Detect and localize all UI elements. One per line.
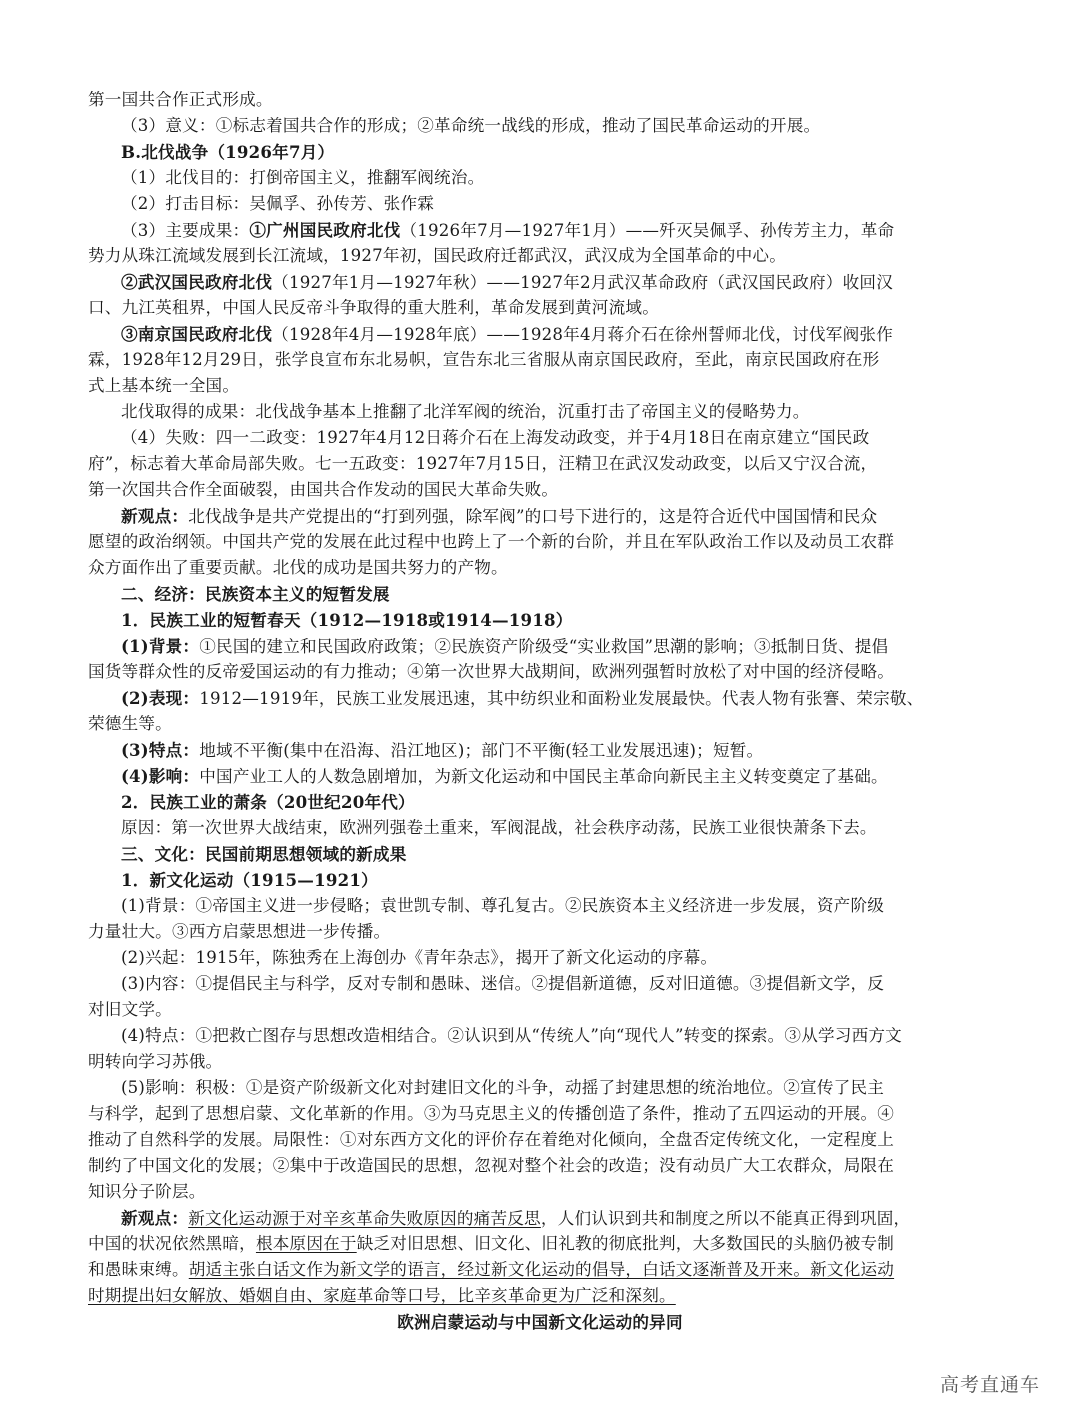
line-text: （3）意义：①标志着国共合作的形成；②革命统一战线的形成，推动了国民革命运动的开展。	[121, 116, 821, 135]
line-text: 霖，1928年12月29日，张学良宣布东北易帜，宣告东北三省服从南京国民政府，至此，南京民国政府在形	[88, 350, 880, 369]
text-line	[121, 633, 993, 660]
line-text: 愿望的政治纲领。中国共产党的发展在此过程中也跨上了一个新的台阶，并且在军队政治工作以及动员工农群	[88, 532, 895, 551]
bold-term: 新观点：	[121, 506, 189, 526]
text-line	[121, 971, 993, 997]
subsection-heading	[121, 607, 993, 633]
table-title	[0, 1309, 1080, 1335]
text-line	[88, 451, 993, 477]
heading-text: 1．新文化运动（1915—1921）	[121, 870, 378, 890]
bold-term: ①广州国民政府北伐	[249, 220, 401, 240]
text-line	[121, 737, 993, 764]
text-line	[121, 425, 993, 451]
text-line	[88, 659, 993, 685]
text-line	[88, 529, 993, 555]
line-text: 中国产业工人的人数急剧增加，为新文化运动和中国民主革命向新民主主义转变奠定了基础。	[199, 767, 888, 786]
text-line	[121, 1023, 993, 1049]
line-text: （2）打击目标：吴佩孚、孙传芳、张作霖	[121, 194, 435, 213]
line-text: 地域不平衡(集中在沿海、沿江地区)；部门不平衡(轻工业发展迅速)；短暂。	[199, 741, 764, 760]
line-text: 口、九江英租界，中国人民反帝斗争取得的重大胜利，革命发展到黄河流域。	[88, 298, 659, 317]
bold-term: 新观点：	[121, 1208, 189, 1228]
text-line	[88, 243, 993, 269]
text-line	[88, 295, 993, 321]
text-line	[88, 1049, 993, 1075]
line-text: 推动了自然科学的发展。局限性：①对东西方文化的评价存在着绝对化倾向，全盘否定传统文化，一定程度上	[88, 1130, 895, 1149]
line-text: 北伐取得的成果：北伐战争基本上推翻了北洋军阀的统治，沉重打击了帝国主义的侵略势力。	[121, 402, 810, 421]
bold-term: ②武汉国民政府北伐	[121, 272, 273, 292]
line-text: （1）北伐目的：打倒帝国主义，推翻军阀统治。	[121, 168, 485, 187]
text-line	[121, 503, 993, 530]
bold-term: (3)特点：	[121, 740, 200, 760]
line-text: 制约了中国文化的发展；②集中于改造国民的思想，忽视对整个社会的改造；没有动员广大工农群众，局限在	[88, 1156, 895, 1175]
line-text: 府”，标志着大革命局部失败。七一五政变：1927年7月15日，汪精卫在武汉发动政变，以后又宁汉合流，	[88, 454, 878, 473]
line-text: (2)兴起：1915年，陈独秀在上海创办《青年杂志》，揭开了新文化运动的序幕。	[121, 948, 718, 967]
line-text: (5)影响：积极：①是资产阶级新文化对封建旧文化的斗争，动摇了封建思想的统治地位。②宣传了民主	[121, 1078, 885, 1097]
line-text: （1926年7月—1927年1月）——歼灭吴佩孚、孙传芳主力，革命	[400, 221, 895, 240]
line-text: 式上基本统一全国。	[88, 376, 240, 395]
line-text: ，人们认识到共和制度之所以不能真正得到巩固，	[540, 1209, 911, 1228]
line-text: 荣德生等。	[88, 714, 172, 733]
section-heading	[121, 139, 993, 165]
line-prefix: （3）主要成果：	[121, 221, 250, 240]
subsection-heading	[121, 789, 993, 815]
line-text: 力量壮大。③西方启蒙思想进一步传播。	[88, 922, 391, 941]
section-heading	[121, 841, 993, 867]
text-line	[88, 1257, 993, 1283]
text-line	[88, 347, 993, 373]
line-text: 第一次国共合作全面破裂，由国共合作发动的国民大革命失败。	[88, 480, 559, 499]
section-heading	[121, 581, 993, 607]
heading-text: 1．民族工业的短暂春天（1912—1918或1914—1918）	[121, 610, 573, 630]
table-title-text: 欧洲启蒙运动与中国新文化运动的异同	[397, 1312, 683, 1332]
bold-term: (4)影响：	[121, 766, 200, 786]
line-text: 缺乏对旧思想、旧文化、旧礼教的彻底批判，大多数国民的头脑仍被专制	[356, 1234, 895, 1253]
heading-text: 2．民族工业的萧条（20世纪20年代）	[121, 792, 415, 812]
text-line	[121, 815, 993, 841]
line-text: 众方面作出了重要贡献。北伐的成功是国共努力的产物。	[88, 558, 508, 577]
line-text: 原因：第一次世界大战结束，欧洲列强卷土重来，军阀混战，社会秩序动荡，民族工业很快萧条下去。	[121, 818, 877, 837]
line-text: （4）失败：四一二政变：1927年4月12日蒋介石在上海发动政变，并于4月18日在南京建立“国民政	[121, 428, 870, 447]
heading-text: 二、经济：民族资本主义的短暂发展	[121, 584, 390, 604]
line-text: 第一国共合作正式形成。	[88, 90, 273, 109]
underlined-text: 根本原因在于	[255, 1234, 357, 1253]
text-line	[88, 373, 993, 399]
line-text: 北伐战争是共产党提出的“打到列强，除军阀”的口号下进行的，这是符合近代中国国情和民众	[188, 507, 878, 526]
text-line	[88, 1153, 993, 1179]
text-line	[121, 763, 993, 790]
bold-term: (2)表现：	[121, 688, 200, 708]
text-line	[88, 1101, 993, 1127]
heading-text: B.北伐战争（1926年7月）	[121, 142, 335, 162]
line-text: 国货等群众性的反帝爱国运动的有力推动；④第一次世界大战期间，欧洲列强暂时放松了对中国的经济侵略。	[88, 662, 895, 681]
line-text: (4)特点：①把救亡图存与思想改造相结合。②认识到从“传统人”向“现代人”转变的探索。③从学习西方文	[121, 1026, 902, 1045]
heading-text: 三、文化：民国前期思想领域的新成果	[121, 844, 407, 864]
line-text: 和愚昧束缚。	[88, 1260, 189, 1279]
underlined-text: 新文化运动源于对辛亥革命失败原因的痛苦反思	[188, 1209, 541, 1228]
watermark: 高考直通车	[940, 1374, 1041, 1396]
bold-term: (1)背景：	[121, 636, 200, 656]
subsection-heading	[121, 867, 993, 893]
text-line	[121, 191, 993, 217]
text-line	[121, 113, 993, 139]
underlined-text: 胡适主张白话文作为新文学的语言，经过新文化运动的倡导，白话文逐渐普及开来。新文化运动	[188, 1260, 895, 1279]
line-text: 明转向学习苏俄。	[88, 1052, 223, 1071]
text-line	[88, 997, 993, 1023]
text-line	[88, 919, 993, 945]
text-line	[121, 165, 993, 191]
line-text: 1912—1919年，民族工业发展迅速，其中纺织业和面粉业发展最快。代表人物有张謇、荣宗敬、	[199, 689, 924, 708]
text-line	[121, 685, 993, 712]
text-line	[88, 87, 993, 113]
text-line	[88, 711, 993, 737]
bold-term: ③南京国民政府北伐	[121, 324, 273, 344]
text-line	[121, 399, 993, 425]
line-text: 知识分子阶层。	[88, 1182, 206, 1201]
underlined-text: 时期提出妇女解放、婚姻自由、家庭革命等口号，比辛亥革命更为广泛和深刻。	[88, 1286, 676, 1305]
text-line	[121, 217, 993, 244]
line-text: 势力从珠江流域发展到长江流域，1927年初，国民政府迁都武汉，武汉成为全国革命的中心。	[88, 246, 786, 265]
text-line	[88, 1179, 993, 1205]
line-text: （1927年1月—1927年秋）——1927年2月武汉革命政府（武汉国民政府）收回汉	[272, 273, 893, 292]
text-line	[121, 1205, 993, 1232]
line-text: 与科学，起到了思想启蒙、文化革新的作用。③为马克思主义的传播创造了条件，推动了五四运动的开展。④	[88, 1104, 895, 1123]
line-text: 中国的状况依然黑暗，	[88, 1234, 256, 1253]
text-line	[88, 555, 993, 581]
text-line	[88, 1231, 993, 1257]
line-text: (3)内容：①提倡民主与科学，反对专制和愚昧、迷信。②提倡新道德，反对旧道德。③提倡新文学，反	[121, 974, 885, 993]
text-line	[121, 269, 993, 296]
text-line	[121, 321, 993, 348]
text-line	[88, 1283, 993, 1309]
text-line	[88, 477, 993, 503]
line-text: 对旧文学。	[88, 1000, 172, 1019]
text-line	[121, 1075, 993, 1101]
text-line	[88, 1127, 993, 1153]
line-text: （1928年4月—1928年底）——1928年4月蒋介石在徐州誓师北伐，讨伐军阀张作	[272, 325, 893, 344]
text-line	[121, 893, 993, 919]
line-text: (1)背景：①帝国主义进一步侵略；袁世凯专制、尊孔复古。②民族资本主义经济进一步发展，资产阶级	[121, 896, 885, 915]
line-text: ①民国的建立和民国政府政策；②民族资产阶级受“实业救国”思潮的影响；③抵制日货、提倡	[199, 637, 889, 656]
text-line	[121, 945, 993, 971]
